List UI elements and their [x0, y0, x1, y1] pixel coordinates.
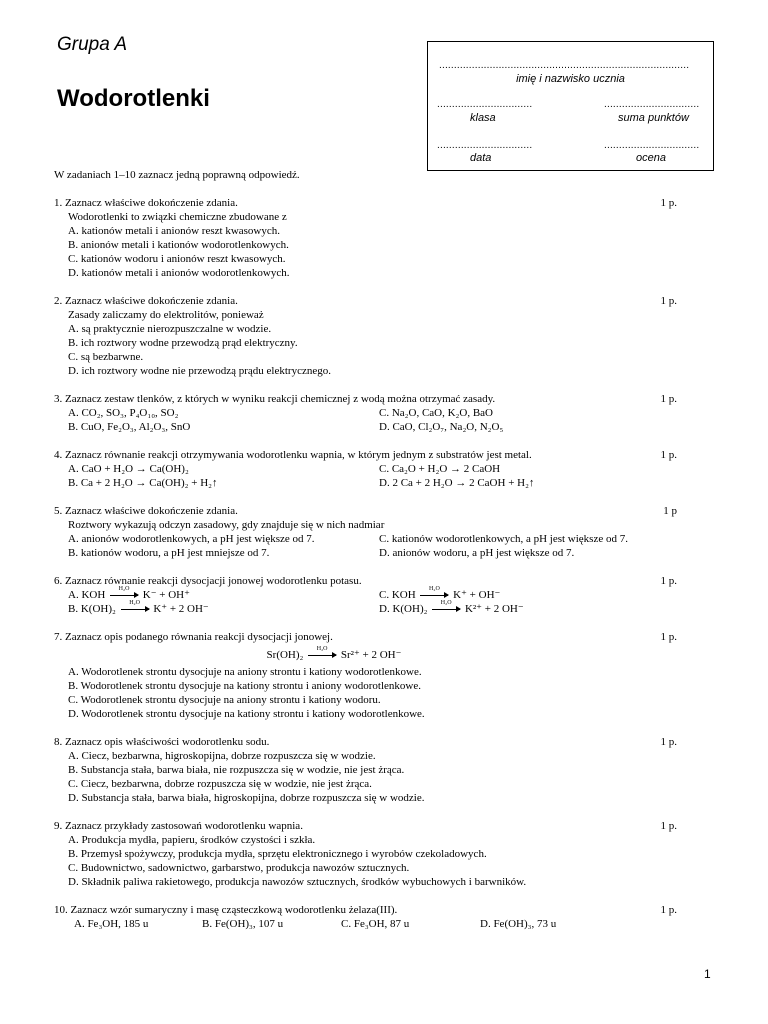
arrow-label: H₂O [440, 600, 452, 606]
question-1-option-c[interactable]: C. kationów wodoru i anionów reszt kwasowych. [68, 253, 286, 265]
question-2-option-c[interactable]: C. są bezbarwne. [68, 351, 144, 363]
question-9-option-a[interactable]: A. Produkcja mydła, papieru, środków czystości i szkła. [68, 834, 316, 846]
question-8-option-a[interactable]: A. Ciecz, bezbarwna, higroskopijna, dobrze rozpuszcza się w wodzie. [68, 750, 376, 762]
question-1-option-a[interactable]: A. kationów metali i anionów reszt kwasowych. [68, 225, 281, 237]
question-4-option-b[interactable]: B. Ca + 2 H₂O → Ca(OH)₂ + H₂↑ [68, 477, 218, 489]
question-7-option-d[interactable]: D. Wodorotlenek strontu dysocjuje na kationy strontu i kationy wodorotlenkowe. [68, 708, 425, 720]
question-5-stem: 5. Zaznacz właściwe dokończenie zdania. [54, 505, 238, 517]
question-8-option-d[interactable]: D. Substancja stała, barwa biała, higroskopijna, dobrze rozpuszcza się w wodzie. [68, 792, 425, 804]
question-3-option-a[interactable]: A. CO₂, SO₃, P₄O₁₀, SO₂ [68, 407, 179, 419]
question-9 [54, 819, 694, 889]
question-10-option-a[interactable]: A. Fe₃OH, 185 u [74, 918, 149, 930]
question-1-stem: 1. Zaznacz właściwe dokończenie zdania. [54, 197, 238, 209]
question-1-option-b[interactable]: B. anionów metali i kationów wodorotlenkowych. [68, 239, 289, 251]
arrow-label: H₂O [316, 646, 328, 652]
question-3-stem: 3. Zaznacz zestaw tlenków, z których w wyniku reakcji chemicznej z wodą można otrzymać zasady. [54, 393, 496, 405]
question-8 [54, 735, 694, 805]
question-10 [54, 903, 694, 931]
question-2-option-d[interactable]: D. ich roztwory wodne nie przewodzą prądu elektrycznego. [68, 365, 331, 377]
question-8-option-b[interactable]: B. Substancja stała, barwa biała, nie rozpuszcza się w wodzie, nie jest żrąca. [68, 764, 405, 776]
question-6-option-d[interactable] [379, 602, 694, 616]
question-6-option-a[interactable] [68, 588, 379, 602]
question-5-points: 1 p [663, 505, 677, 517]
date-caption: data [470, 152, 492, 164]
question-6-option-c-rhs: K⁺ + OH⁻ [453, 589, 501, 601]
question-8-points: 1 p. [660, 736, 677, 748]
question-6-option-a-lhs: A. KOH [68, 589, 106, 601]
question-5-option-a[interactable]: A. anionów wodorotlenkowych, a pH jest większe od 7. [68, 533, 315, 545]
group-label: Grupa A [57, 34, 128, 55]
class-caption: klasa [470, 112, 496, 124]
question-1-line: Wodorotlenki to związki chemiczne zbudowane z [68, 211, 287, 223]
question-2 [54, 294, 694, 378]
question-7-option-a[interactable]: A. Wodorotlenek strontu dysocjuje na aniony strontu i kationy wodorotlenkowe. [68, 666, 422, 678]
arrow-label: H₂O [129, 600, 140, 606]
question-5-option-c[interactable]: C. kationów wodorotlenkowych, a pH jest większe od 7. [379, 533, 628, 545]
reaction-arrow-icon [110, 586, 138, 598]
question-9-option-d[interactable]: D. Składnik paliwa rakietowego, produkcja nawozów sztucznych, środków wybuchowych i barwników. [68, 876, 527, 888]
points-sum-caption: suma punktów [618, 112, 689, 124]
question-6-option-b[interactable] [68, 602, 379, 616]
question-9-stem: 9. Zaznacz przykłady zastosowań wodorotlenku wapnia. [54, 820, 303, 832]
question-3-option-b[interactable]: B. CuO, Fe₂O₃, Al₂O₃, SnO [68, 421, 191, 433]
class-dotted-line: ................................ [437, 99, 533, 110]
question-9-points: 1 p. [660, 820, 677, 832]
reaction-arrow-icon [308, 646, 336, 658]
question-5-line: Roztwory wykazują odczyn zasadowy, gdy znajduje się w nich nadmiar [68, 519, 385, 531]
question-6-points: 1 p. [660, 575, 677, 587]
arrow-label: H₂O [429, 586, 440, 592]
question-5-option-d[interactable]: D. anionów wodoru, a pH jest większe od 7. [379, 547, 575, 559]
test-content [54, 168, 694, 945]
question-4-option-c[interactable]: C. Ca₂O + H₂O → 2 CaOH [379, 463, 501, 475]
question-6-option-c-lhs: C. KOH [379, 589, 416, 601]
question-3-points: 1 p. [660, 393, 677, 405]
question-4-points: 1 p. [660, 449, 677, 461]
question-7-option-c[interactable]: C. Wodorotlenek strontu dysocjuje na aniony strontu i kationy wodoru. [68, 694, 381, 706]
question-4-stem: 4. Zaznacz równanie reakcji otrzymywania wodorotlenku wapnia, w którym jednym z substratów jest metal. [54, 449, 532, 461]
grade-dotted-line: ................................ [604, 140, 699, 151]
question-9-option-b[interactable]: B. Przemysł spożywczy, produkcja mydła, sprzętu elektronicznego i wyrobów czekoladowych. [68, 848, 487, 860]
question-4-option-d[interactable]: D. 2 Ca + 2 H₂O → 2 CaOH + H₂↑ [379, 477, 535, 489]
grade-caption: ocena [636, 152, 666, 164]
question-2-points: 1 p. [660, 295, 677, 307]
question-2-line: Zasady zaliczamy do elektrolitów, ponieważ [68, 309, 264, 321]
question-6-option-b-lhs: B. K(OH)₂ [68, 603, 116, 615]
question-10-option-c[interactable]: C. Fe₃OH, 87 u [341, 918, 410, 930]
question-8-stem: 8. Zaznacz opis właściwości wodorotlenku sodu. [54, 736, 270, 748]
instructions [54, 168, 694, 182]
question-4 [54, 448, 694, 490]
question-7-stem: 7. Zaznacz opis podanego równania reakcji dysocjacji jonowej. [54, 631, 333, 643]
question-7-equation [54, 648, 694, 662]
question-6-option-d-rhs: K²⁺ + 2 OH⁻ [464, 603, 524, 615]
reaction-arrow-icon [420, 586, 448, 598]
question-6-option-c[interactable] [379, 588, 694, 602]
page-number: 1 [704, 967, 711, 981]
question-6-option-a-rhs: K⁻ + OH⁺ [142, 589, 190, 601]
question-4-option-a[interactable]: A. CaO + H₂O → Ca(OH)₂ [68, 463, 189, 475]
question-7-points: 1 p. [660, 631, 677, 643]
question-7 [54, 630, 694, 721]
instructions-text: W zadaniach 1–10 zaznacz jedną poprawną odpowiedź. [54, 169, 300, 181]
student-name-caption: imię i nazwisko ucznia [516, 73, 625, 85]
student-info-box [427, 41, 714, 171]
question-2-option-a[interactable]: A. są praktycznie nierozpuszczalne w wodzie. [68, 323, 272, 335]
question-10-stem: 10. Zaznacz wzór sumaryczny i masę cząsteczkową wodorotlenku żelaza(III). [54, 904, 398, 916]
question-2-stem: 2. Zaznacz właściwe dokończenie zdania. [54, 295, 238, 307]
question-7-option-b[interactable]: B. Wodorotlenek strontu dysocjuje na kationy strontu i aniony wodorotlenkowe. [68, 680, 421, 692]
question-10-option-d[interactable]: D. Fe(OH)₃, 73 u [480, 918, 557, 930]
date-dotted-line: ................................ [437, 140, 532, 151]
question-2-option-b[interactable]: B. ich roztwory wodne przewodzą prąd elektryczny. [68, 337, 298, 349]
question-3 [54, 392, 694, 434]
question-9-option-c[interactable]: C. Budownictwo, sadownictwo, garbarstwo, produkcja nawozów sztucznych. [68, 862, 410, 874]
question-6-option-d-lhs: D. K(OH)₂ [379, 603, 428, 615]
equation-lhs: Sr(OH)₂ [266, 649, 304, 661]
arrow-label: H₂O [118, 586, 130, 592]
page-title: Wodorotlenki [57, 85, 210, 112]
question-5 [54, 504, 694, 560]
question-6-option-b-rhs: K⁺ + 2 OH⁻ [153, 603, 209, 615]
question-8-option-c[interactable]: C. Ciecz, bezbarwna, dobrze rozpuszcza się w wodzie, nie jest żrąca. [68, 778, 372, 790]
question-3-option-d[interactable]: D. CaO, Cl₂O₇, Na₂O, N₂O₅ [379, 421, 504, 433]
question-1 [54, 196, 694, 280]
question-1-points: 1 p. [660, 197, 677, 209]
name-dotted-line: .................................................................................... [439, 60, 690, 71]
points-dotted-line: ................................ [604, 99, 700, 110]
reaction-arrow-icon [121, 600, 149, 612]
question-6-stem: 6. Zaznacz równanie reakcji dysocjacji jonowej wodorotlenku potasu. [54, 575, 362, 587]
equation-rhs: Sr²⁺ + 2 OH⁻ [340, 649, 402, 661]
question-10-option-b[interactable]: B. Fe(OH)₃, 107 u [202, 918, 284, 930]
question-3-option-c[interactable]: C. Na₂O, CaO, K₂O, BaO [379, 407, 493, 419]
question-6 [54, 574, 694, 616]
question-1-option-d[interactable]: D. kationów metali i anionów wodorotlenkowych. [68, 267, 290, 279]
reaction-arrow-icon [432, 600, 460, 612]
question-10-points: 1 p. [660, 904, 677, 916]
question-5-option-b[interactable]: B. kationów wodoru, a pH jest mniejsze od 7. [68, 547, 270, 559]
